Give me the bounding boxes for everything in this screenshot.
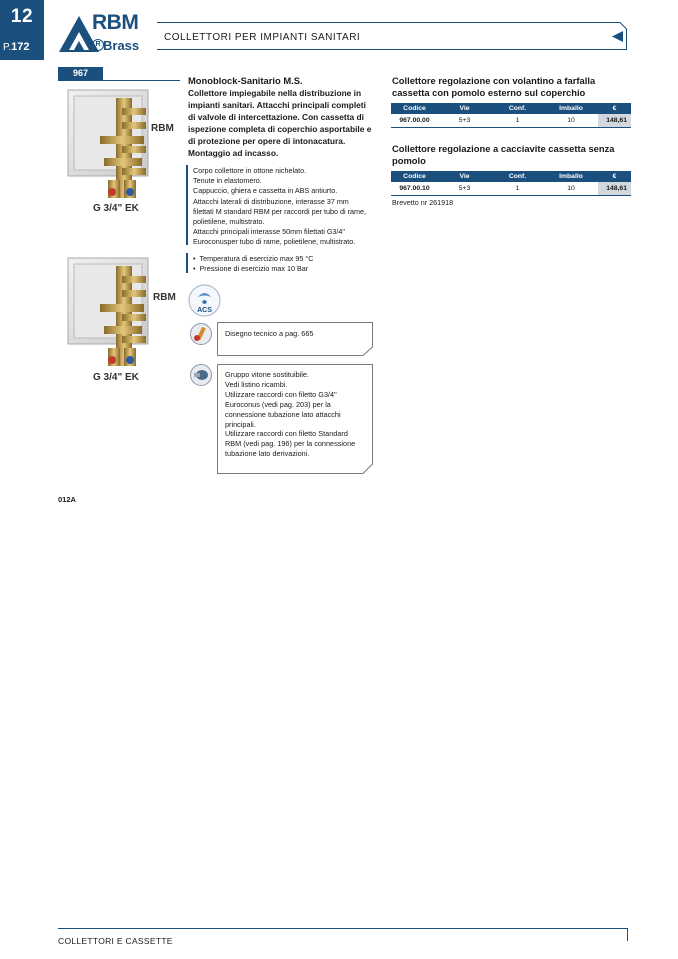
note-box-technical-drawing bbox=[217, 322, 373, 356]
cell-price: 148,61 bbox=[598, 114, 631, 128]
cell-conf: 1 bbox=[491, 114, 544, 128]
product-specs bbox=[193, 254, 378, 274]
table-2-title: Collettore regolazione a cacciavite cassetta senza pomolo bbox=[392, 143, 615, 166]
acs-label: ACS bbox=[197, 307, 212, 314]
col-header-price: € bbox=[598, 171, 631, 182]
table-header-row bbox=[391, 103, 631, 114]
description-line: Montaggio ad incasso. bbox=[188, 148, 279, 158]
cell-price: 148,61 bbox=[598, 182, 631, 196]
feature-line: Cappuccio, ghiera e cassetta in ABS antiurto. bbox=[193, 186, 338, 196]
features-accent-bar bbox=[186, 165, 188, 245]
footer-divider bbox=[58, 928, 628, 929]
description-line: ispezione completa di coperchio asportabile e bbox=[188, 124, 372, 134]
feature-line: Tenute in elastomero. bbox=[193, 176, 262, 186]
product-image-1 bbox=[60, 88, 182, 214]
description-line: di valvole di intercettazione. Con cassetta di bbox=[188, 112, 364, 122]
table-row bbox=[391, 182, 631, 196]
page-prefix: P. bbox=[3, 42, 12, 53]
acs-certification-icon bbox=[188, 284, 221, 317]
product-description bbox=[188, 87, 378, 159]
description-line: di protezione per opere di intonacatura. bbox=[188, 136, 346, 146]
spec-item: • Temperatura di esercizio max 95 °C bbox=[193, 254, 314, 263]
col-header-ways: Vie bbox=[438, 103, 491, 114]
patent-number: Brevetto nr 261918 bbox=[392, 198, 454, 207]
logo-wordmark: RBM bbox=[92, 11, 139, 34]
cell-packaging: 10 bbox=[544, 182, 598, 196]
specs-accent-bar bbox=[186, 253, 188, 273]
cell-code: 967.00.10 bbox=[391, 182, 438, 196]
col-header-packaging: Imballo bbox=[544, 103, 598, 114]
document-code: 012A bbox=[58, 495, 76, 504]
feature-line: filettati M standard RBM per raccordi per tubo di rame, bbox=[193, 206, 366, 216]
cell-ways: 5+3 bbox=[438, 182, 491, 196]
col-header-conf: Conf. bbox=[491, 171, 544, 182]
feature-line: Attacchi laterali di distribuzione, interasse 37 mm bbox=[193, 196, 349, 206]
spec-item: • Pressione di esercizio max 10 Bar bbox=[193, 264, 309, 274]
description-line: impianti sanitari. Attacchi principali completi bbox=[188, 100, 366, 110]
col-header-ways: Vie bbox=[438, 171, 491, 182]
technical-drawing-icon bbox=[190, 323, 212, 345]
note-spare-parts-text: Gruppo vitone sostituibile. Vedi listino ricambi. Utilizzare raccordi con filetto G3/4" Euroconus (vedi pag. 203) per la connessione tubazione lato attacchi principali. Utilizzare raccordi con filetto Standard RBM (vedi pag. 196) per la connessione tubazione lato derivazioni. bbox=[225, 370, 356, 459]
product-code-tab: 967 bbox=[58, 67, 103, 80]
feature-line: polietilene, multistrato. bbox=[193, 217, 265, 227]
feature-line: Attacchi principali interasse 50mm filettati G3/4" bbox=[193, 227, 345, 237]
feature-line: Corpo collettore in ottone nichelato. bbox=[193, 166, 307, 175]
price-table-1 bbox=[391, 103, 631, 128]
feature-line: Euroconusper tubo di rame, polietilene, multistrato. bbox=[193, 237, 356, 247]
product-features bbox=[193, 166, 378, 248]
col-header-conf: Conf. bbox=[491, 103, 544, 114]
footer-tick bbox=[627, 928, 628, 941]
product-title: Monoblock-Sanitario M.S. bbox=[188, 75, 303, 86]
col-header-code: Codice bbox=[391, 103, 438, 114]
price-table-2 bbox=[391, 171, 631, 196]
cell-conf: 1 bbox=[491, 182, 544, 196]
logo-registered-mark: R bbox=[92, 39, 104, 51]
page-number bbox=[3, 41, 30, 53]
product-image-2 bbox=[60, 256, 182, 382]
footer-title: COLLETTORI E CASSETTE bbox=[58, 936, 173, 946]
table-1-title: Collettore regolazione con volantino a farfalla cassetta con pomolo esterno sul coperchio bbox=[392, 75, 596, 98]
page-number-value: 172 bbox=[11, 41, 30, 53]
cell-packaging: 10 bbox=[544, 114, 598, 128]
image-1-thread-label: G 3/4" EK bbox=[93, 203, 139, 214]
image-2-brand-label: RBM bbox=[153, 292, 176, 303]
spare-part-icon bbox=[190, 364, 212, 386]
col-header-code: Codice bbox=[391, 171, 438, 182]
col-header-packaging: Imballo bbox=[544, 171, 598, 182]
cell-code: 967.00.00 bbox=[391, 114, 438, 128]
image-2-thread-label: G 3/4" EK bbox=[93, 372, 139, 383]
product-code-underline bbox=[58, 80, 180, 81]
col-header-price: € bbox=[598, 103, 631, 114]
logo-subtitle: Brass bbox=[103, 38, 140, 53]
table-row bbox=[391, 114, 631, 128]
description-line: Collettore impiegabile nella distribuzione in bbox=[188, 88, 362, 98]
chapter-number: 12 bbox=[10, 6, 34, 27]
cell-ways: 5+3 bbox=[438, 114, 491, 128]
image-1-brand-label: RBM bbox=[151, 123, 174, 134]
section-title: COLLETTORI PER IMPIANTI SANITARI bbox=[164, 32, 361, 43]
note-technical-drawing-text: Disegno tecnico a pag. 665 bbox=[225, 329, 314, 338]
table-header-row bbox=[391, 171, 631, 182]
